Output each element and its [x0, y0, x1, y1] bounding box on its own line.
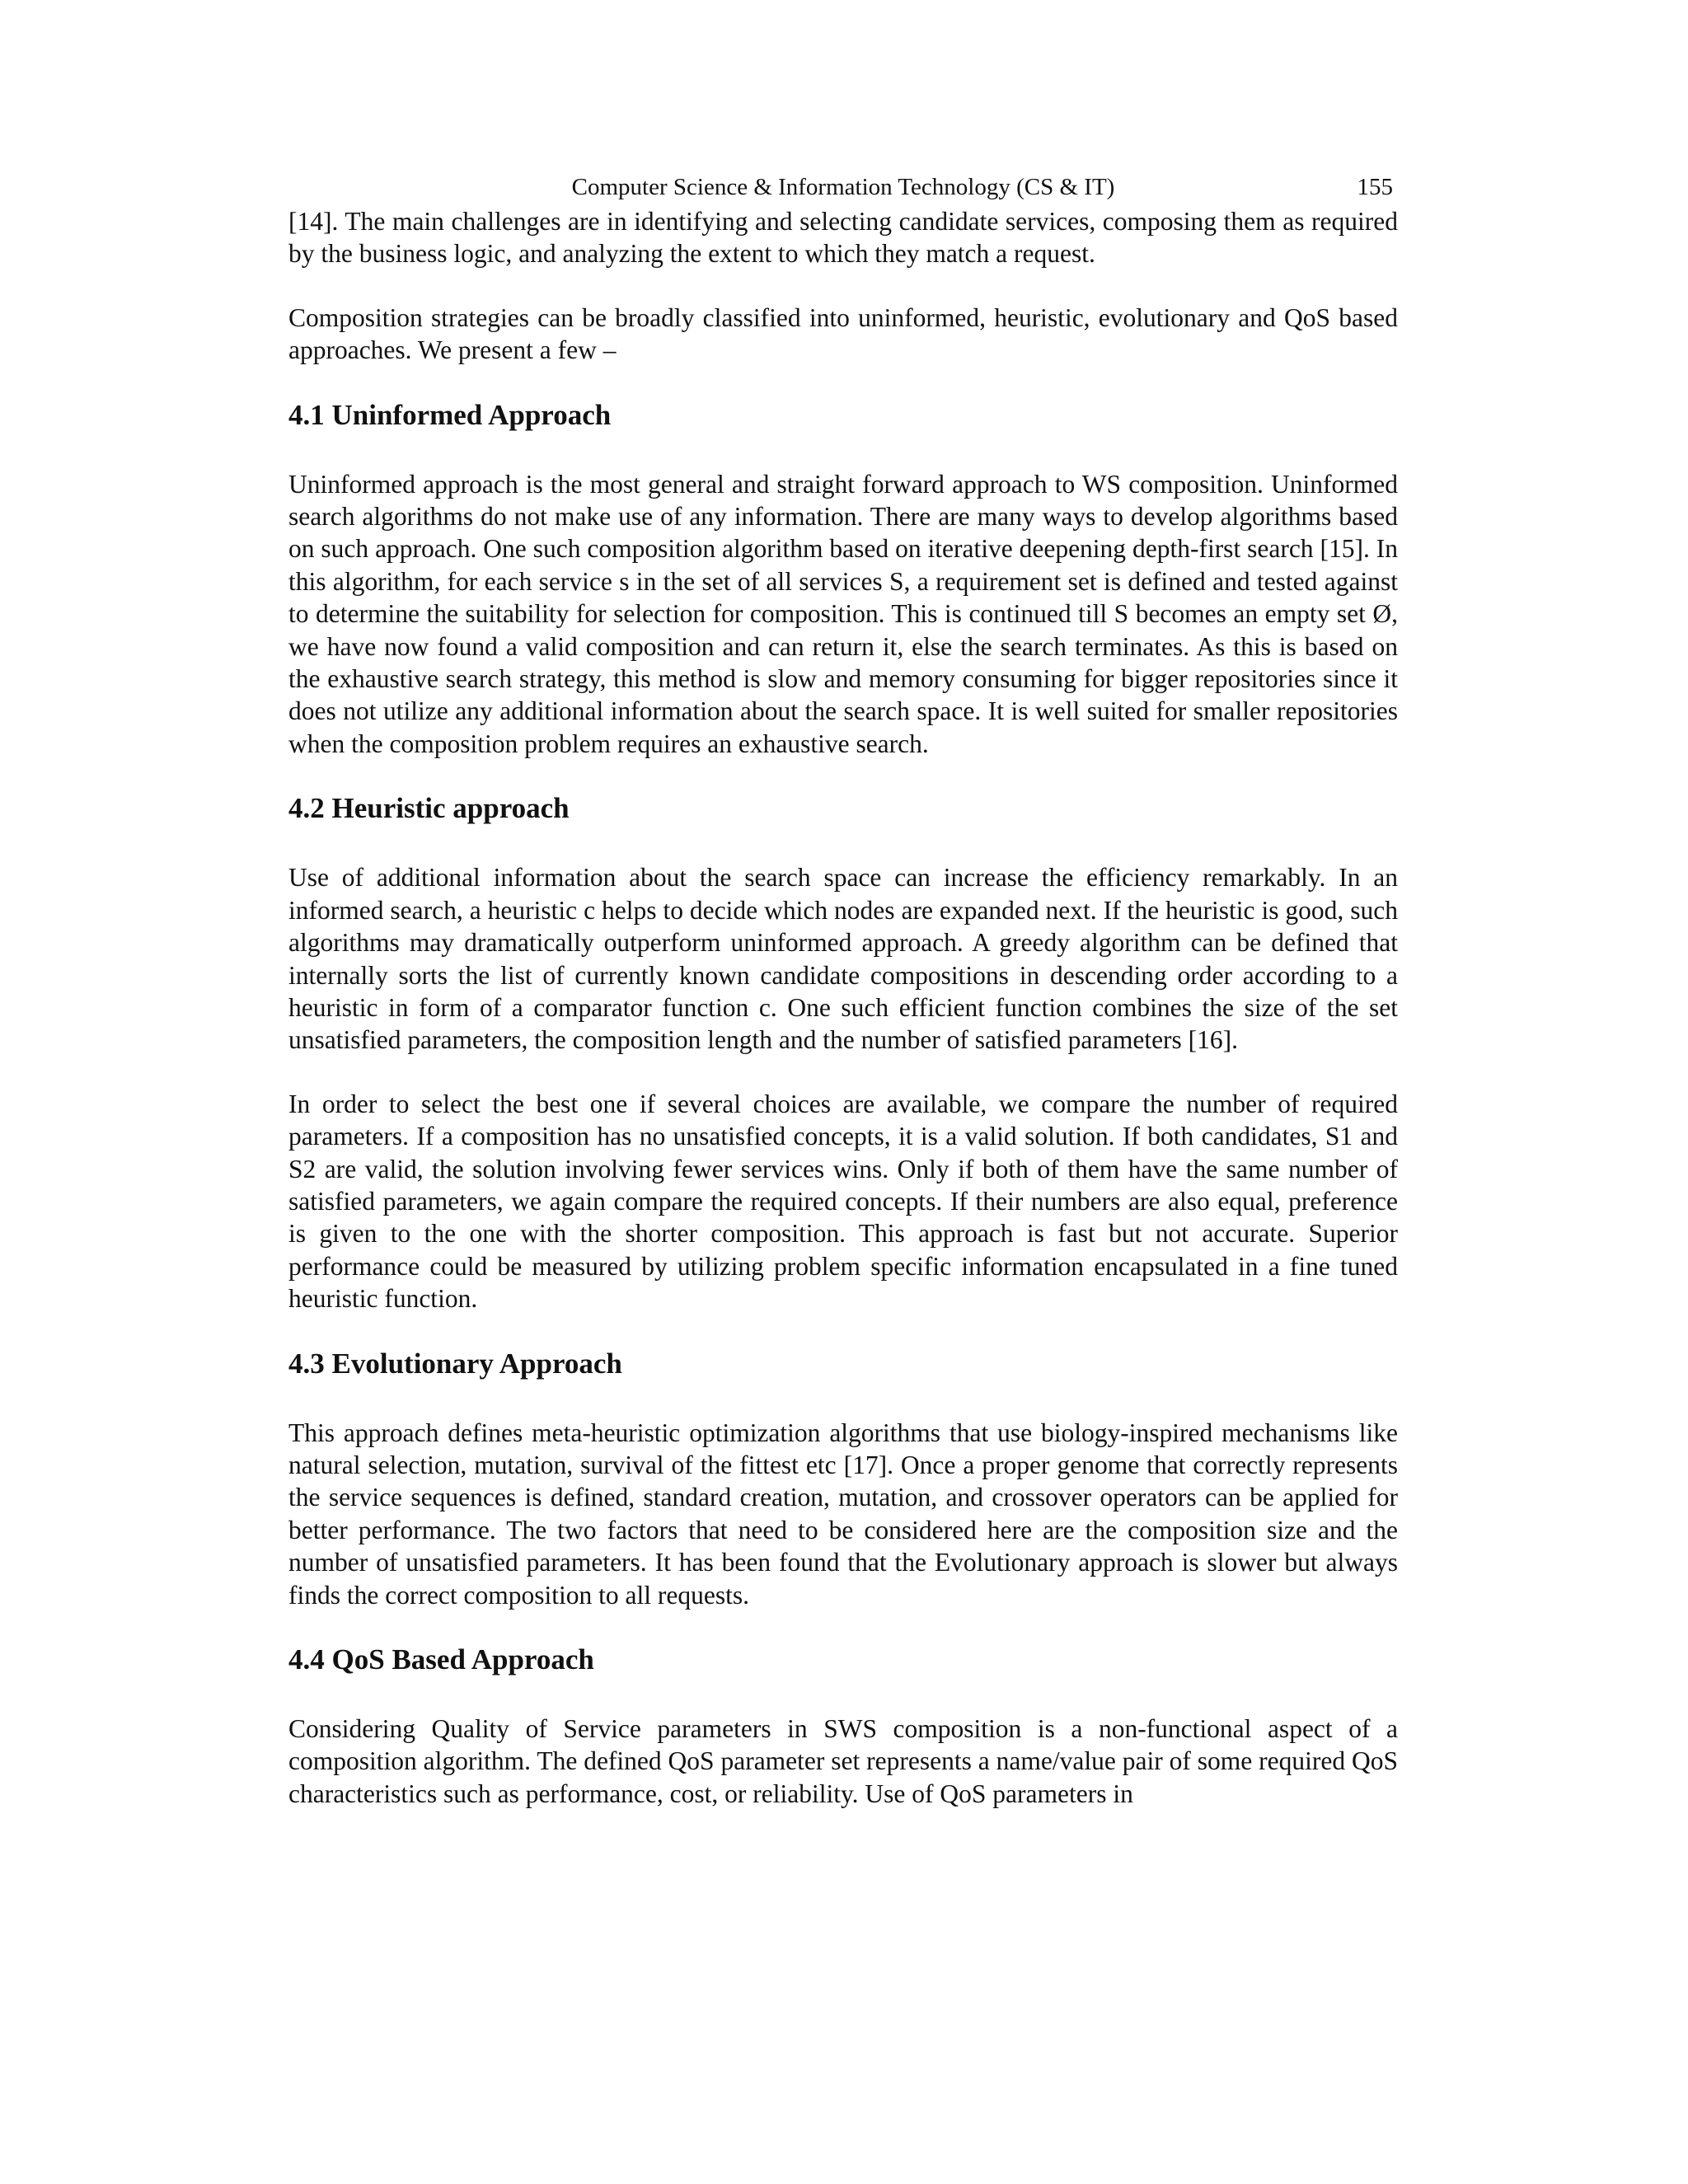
intro-paragraph-1: [14]. The main challenges are in identifying and selecting candidate services, composing them as required by the business logic, and analyzing the extent to which they match a request.	[288, 207, 1398, 269]
section-4-2-paragraph-2: In order to select the best one if several choices are available, we compare the number of required parameters. If a composition has no unsatisfied concepts, it is a valid solution. If both candidates, S1 and S2 are valid, the solution involving fewer services wins. Only if both of them have the same number of satisfied parameters, we again compare the required concepts. If their numbers are also equal, preference is given to the one with the shorter composition. This approach is fast but not accurate. Superior performance could be measured by utilizing problem specific information encapsulated in a fine tuned heuristic function.	[288, 1089, 1398, 1314]
section-heading-4-2: 4.2 Heuristic approach	[288, 792, 570, 825]
section-4-1-paragraph-1: Uninformed approach is the most general and straight forward approach to WS composition. Uninformed search algorithms do not make use of any information. There are many ways to develop algorithms based on such approach. One such composition algorithm based on iterative deepening depth-first search [15]. In this algorithm, for each service s in the set of all services S, a requirement set is defined and tested against to determine the suitability for selection for composition. This is continued till S becomes an empty set Ø, we have now found a valid composition and can return it, else the search terminates. As this is based on the exhaustive search strategy, this method is slow and memory consuming for bigger repositories since it does not utilize any additional information about the search space. It is well suited for smaller repositories when the composition problem requires an exhaustive search.	[288, 469, 1398, 758]
section-4-2-paragraph-1: Use of additional information about the search space can increase the efficiency remarkably. In an informed search, a heuristic c helps to decide which nodes are expanded next. If the heuristic is good, such algorithms may dramatically outperform uninformed approach. A greedy algorithm can be defined that internally sorts the list of currently known candidate compositions in descending order according to a heuristic in form of a comparator function c. One such efficient function combines the size of the set unsatisfied parameters, the composition length and the number of satisfied parameters [16].	[288, 863, 1398, 1055]
section-heading-4-4: 4.4 QoS Based Approach	[288, 1643, 594, 1675]
section-4-3-paragraph-1: This approach defines meta-heuristic optimization algorithms that use biology-inspired mechanisms like natural selection, mutation, survival of the fittest etc [17]. Once a proper genome that correctly represents the service sequences is defined, standard creation, mutation, and crossover operators can be applied for better performance. The two factors that need to be considered here are the composition size and the number of unsatisfied parameters. It has been found that the Evolutionary approach is slower but always finds the correct composition to all requests.	[288, 1418, 1398, 1610]
intro-paragraph-2: Composition strategies can be broadly classified into uninformed, heuristic, evolutionary and QoS based approaches. We present a few –	[288, 302, 1398, 365]
section-heading-4-3: 4.3 Evolutionary Approach	[288, 1347, 622, 1380]
paper-page	[288, 169, 1398, 1810]
running-head	[288, 169, 1398, 205]
section-4-4-paragraph-1: Considering Quality of Service parameters in SWS composition is a non-functional aspect of a composition algorithm. The defined QoS parameter set represents a name/value pair of some required QoS characteristics such as performance, cost, or reliability. Use of QoS parameters in	[288, 1714, 1398, 1808]
page-number: 155	[1357, 174, 1393, 200]
section-heading-4-1: 4.1 Uninformed Approach	[288, 398, 612, 431]
journal-title: Computer Science & Information Technology (CS & IT)	[571, 174, 1115, 200]
